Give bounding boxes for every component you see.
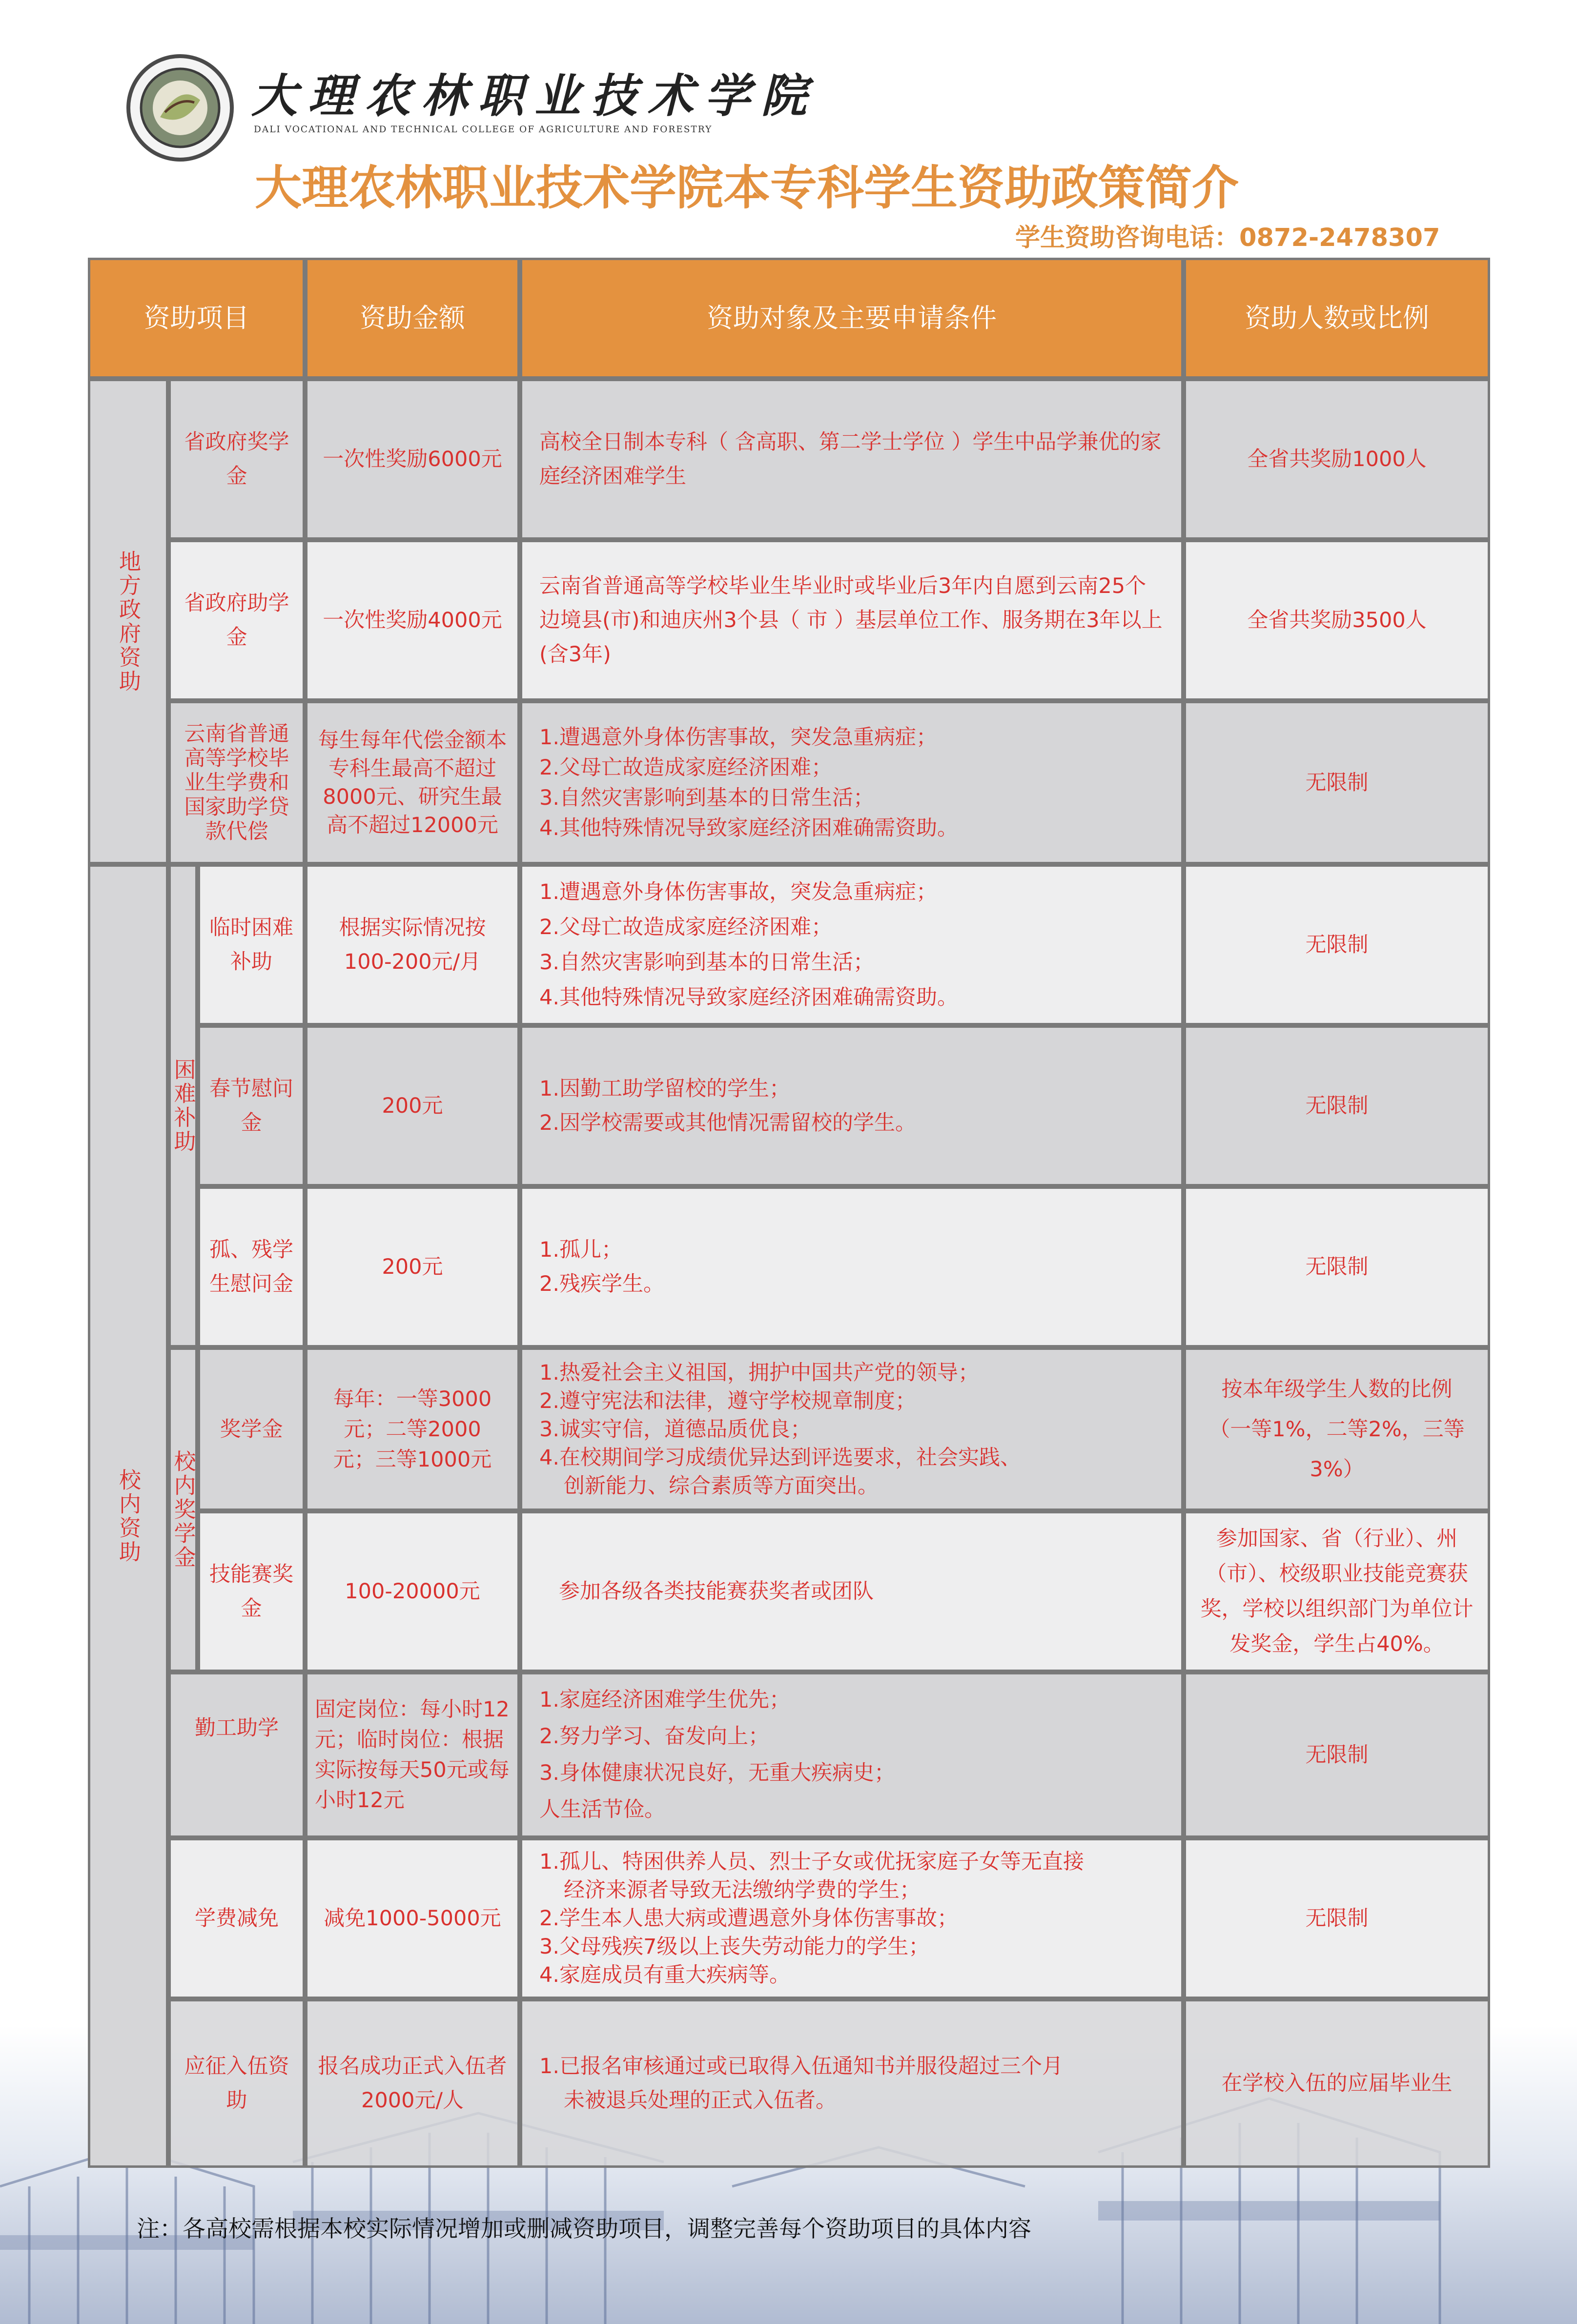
row-conditions <box>520 379 1184 540</box>
condition-line: 经济来源者导致无法缴纳学费的学生； <box>564 1878 921 1902</box>
row-quota: 按本年级学生人数的比例（一等1%，二等2%，三等3%） <box>1184 1347 1490 1511</box>
row-amount: 200元 <box>305 1186 520 1347</box>
row-name: 省政府奖学金 <box>168 379 305 540</box>
condition-text: 参加各级各类技能赛获奖者或团队 <box>559 1579 874 1604</box>
header-conditions: 资助对象及主要申请条件 <box>520 258 1184 379</box>
row-amount: 减免1000-5000元 <box>305 1838 520 1999</box>
row-quota: 全省共奖励1000人 <box>1184 379 1490 540</box>
group-campus <box>88 864 168 2168</box>
row-conditions <box>520 1025 1184 1186</box>
row-quota: 无限制 <box>1184 1838 1490 1999</box>
row-name: 孤、残学生慰问金 <box>198 1186 305 1347</box>
row-amount: 每年：一等3000元；二等2000元；三等1000元 <box>305 1347 520 1511</box>
condition-text: 云南省普通高等学校毕业生毕业时或毕业后3年内自愿到云南25个边境县(市)和迪庆州3个县（ 市 ）基层单位工作、服务期在3年以上(含3年) <box>539 574 1163 667</box>
row-name: 勤工助学 <box>168 1672 305 1838</box>
condition-line: 3.父母残疾7级以上丧失劳动能力的学生； <box>539 1935 930 1959</box>
condition-line: 创新能力、综合素质等方面突出。 <box>564 1473 879 1498</box>
condition-line: 2.遵守宪法和法律，遵守学校规章制度； <box>539 1388 917 1413</box>
condition-line: 1.遭遇意外身体伤害事故，突发急重病症； <box>539 880 938 904</box>
condition-line: 3.身体健康状况良好，无重大疾病史； <box>539 1761 896 1785</box>
condition-line: 4.其他特殊情况导致家庭经济困难确需资助。 <box>539 815 959 840</box>
condition-text: 高校全日制本专科（ 含高职、第二学士学位 ）学生中品学兼优的家庭经济困难学生 <box>539 430 1162 489</box>
policy-table <box>88 258 1490 2168</box>
condition-line: 2.父母亡故造成家庭经济困难； <box>539 755 833 780</box>
condition-line: 1.遭遇意外身体伤害事故，突发急重病症； <box>539 725 938 750</box>
footnote: 注：各高校需根据本校实际情况增加或删减资助项目，调整完善每个资助项目的具体内容 <box>137 2216 1031 2242</box>
row-conditions <box>520 540 1184 701</box>
condition-line: 未被退兵处理的正式入伍者。 <box>564 2088 837 2113</box>
condition-line: 1.热爱社会主义祖国，拥护中国共产党的领导； <box>539 1360 980 1385</box>
row-conditions <box>520 1672 1184 1838</box>
condition-line: 3.诚实守信，道德品质优良； <box>539 1417 812 1442</box>
row-conditions <box>520 701 1184 864</box>
row-name: 学费减免 <box>168 1838 305 1999</box>
row-conditions <box>520 1511 1184 1672</box>
school-name-english: DALI VOCATIONAL AND TECHNICAL COLLEGE OF AGRICULTURE AND FORESTRY <box>254 124 713 135</box>
group-local-government <box>88 379 168 864</box>
row-quota: 无限制 <box>1184 864 1490 1025</box>
condition-line: 2.父母亡故造成家庭经济困难； <box>539 915 833 939</box>
condition-line: 2.因学校需要或其他情况需留校的学生。 <box>539 1111 917 1135</box>
condition-line: 1.家庭经济困难学生优先； <box>539 1688 791 1712</box>
row-name: 技能赛奖金 <box>198 1511 305 1672</box>
row-amount: 报名成功正式入伍者2000元/人 <box>305 1999 520 2168</box>
condition-line: 4.其他特殊情况导致家庭经济困难确需资助。 <box>539 985 959 1010</box>
row-amount: 根据实际情况按100-200元/月 <box>305 864 520 1025</box>
row-quota: 无限制 <box>1184 1186 1490 1347</box>
condition-line: 2.残疾学生。 <box>539 1272 665 1296</box>
row-amount: 200元 <box>305 1025 520 1186</box>
row-quota: 无限制 <box>1184 1025 1490 1186</box>
row-quota: 参加国家、省（行业）、州（市）、校级职业技能竞赛获奖，学校以组织部门为单位计发奖金，学生占40%。 <box>1184 1511 1490 1672</box>
row-name: 云南省普通高等学校毕业生学费和国家助学贷款代偿 <box>168 701 305 864</box>
header-project: 资助项目 <box>88 258 305 379</box>
row-conditions <box>520 864 1184 1025</box>
hotline: 学生资助咨询电话：0872-2478307 <box>1015 224 1440 252</box>
row-name: 省政府助学金 <box>168 540 305 701</box>
condition-line: 1.孤儿、特困供养人员、烈士子女或优抚家庭子女等无直接 <box>539 1850 1085 1874</box>
condition-line: 4.在校期间学习成绩优异达到评选要求，社会实践、 <box>539 1445 1022 1470</box>
condition-line: 4.家庭成员有重大疾病等。 <box>539 1963 791 1987</box>
row-conditions <box>520 1838 1184 1999</box>
row-quota: 在学校入伍的应届毕业生 <box>1184 1999 1490 2168</box>
row-amount: 一次性奖励4000元 <box>305 540 520 701</box>
condition-line: 1.孤儿； <box>539 1238 623 1262</box>
row-amount: 每生每年代偿金额本专科生最高不超过8000元、研究生最高不超过12000元 <box>305 701 520 864</box>
row-quota: 全省共奖励3500人 <box>1184 540 1490 701</box>
row-name: 临时困难补助 <box>198 864 305 1025</box>
row-quota: 无限制 <box>1184 701 1490 864</box>
group-hardship <box>168 864 198 1347</box>
condition-line: 1.因勤工助学留校的学生； <box>539 1077 791 1101</box>
header-amount: 资助金额 <box>305 258 520 379</box>
condition-line: 2.学生本人患大病或遭遇意外身体伤害事故； <box>539 1906 959 1931</box>
row-quota: 无限制 <box>1184 1672 1490 1838</box>
row-amount: 一次性奖励6000元 <box>305 379 520 540</box>
row-name: 应征入伍资助 <box>168 1999 305 2168</box>
condition-line: 3.自然灾害影响到基本的日常生活； <box>539 950 875 975</box>
row-name: 奖学金 <box>198 1347 305 1511</box>
row-name: 春节慰问金 <box>198 1025 305 1186</box>
condition-line: 人生活节俭。 <box>539 1797 665 1822</box>
group-local-label: 地方政府资助 <box>115 550 141 693</box>
row-conditions <box>520 1186 1184 1347</box>
condition-line: 3.自然灾害影响到基本的日常生活； <box>539 785 875 810</box>
row-amount: 固定岗位：每小时12元；临时岗位：根据实际按每天50元或每小时12元 <box>305 1672 520 1838</box>
page-title: 大理农林职业技术学院本专科学生资助政策简介 <box>255 161 1239 215</box>
header-quota: 资助人数或比例 <box>1184 258 1490 379</box>
condition-line: 2.努力学习、奋发向上； <box>539 1724 770 1749</box>
row-conditions <box>520 1347 1184 1511</box>
group-campus-scholarship-label: 校内奖学金 <box>170 1450 196 1570</box>
group-campus-label: 校内资助 <box>115 1468 141 1564</box>
group-hardship-label: 困难补助 <box>170 1058 196 1154</box>
row-conditions <box>520 1999 1184 2168</box>
condition-line: 1.已报名审核通过或已取得入伍通知书并服役超过三个月 <box>539 2054 1064 2079</box>
school-logo <box>126 54 234 162</box>
group-campus-scholarship <box>168 1347 198 1672</box>
school-name-calligraphy: 大理农林职业技术学院 <box>251 69 818 123</box>
row-amount: 100-20000元 <box>305 1511 520 1672</box>
